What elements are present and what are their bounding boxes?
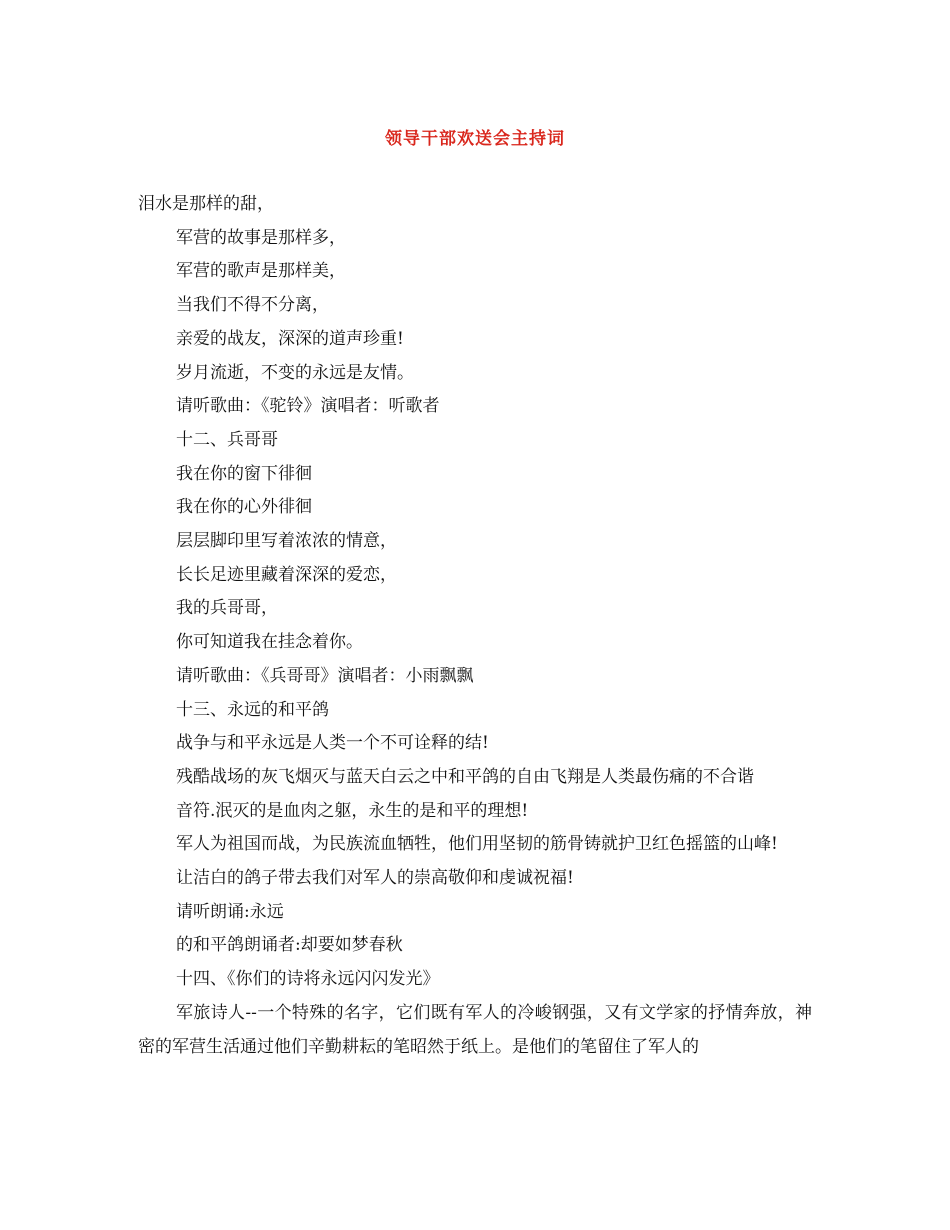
text-line: 十二、兵哥哥 — [176, 429, 278, 450]
text-line: 让洁白的鸽子带去我们对军人的崇高敬仰和虔诚祝福! — [176, 868, 574, 889]
text-line: 亲爱的战友，深深的道声珍重! — [176, 328, 404, 349]
paragraph-1: 军人为祖国而战，为民族流血牺牲，他们用坚韧的筋骨铸就护卫红色摇篮的山峰! — [176, 834, 778, 855]
text-line: 音符.泯灭的是血肉之躯，永生的是和平的理想! — [176, 800, 529, 821]
text-line: 岁月流逝，不变的永远是友情。 — [176, 362, 414, 383]
paragraph-2: 军旅诗人--一个特殊的名字，它们既有军人的冷峻钢强，又有文学家的抒情奔放，神密的军营生活通过他们辛勤耕耘的笔昭然于纸上。是他们的笔留住了军人的 — [138, 1002, 812, 1057]
text-line: 请听歌曲：《兵哥哥》演唱者：小雨飘飘 — [176, 665, 474, 686]
text-line: 请听歌曲：《驼铃》演唱者：听歌者 — [176, 396, 440, 417]
text-line: 军营的歌声是那样美， — [176, 261, 346, 282]
text-line: 长长足迹里藏着深深的爱恋， — [176, 564, 397, 585]
text-line: 军营的故事是那样多， — [176, 227, 346, 248]
text-line: 你可知道我在挂念着你。 — [176, 632, 363, 653]
text-line: 我的兵哥哥， — [176, 598, 278, 619]
text-block-1 — [138, 188, 812, 828]
text-line: 十三、永远的和平鸽 — [176, 699, 329, 720]
text-line: 十四、《你们的诗将永远闪闪发光》 — [176, 969, 440, 990]
text-line: 我在你的心外徘徊 — [176, 497, 312, 518]
text-line: 层层脚印里写着浓浓的情意， — [176, 531, 397, 552]
text-line: 泪水是那样的甜， — [138, 194, 274, 214]
document-body — [138, 188, 812, 1064]
text-line: 当我们不得不分离， — [176, 295, 329, 316]
document-title: 领导干部欢送会主持词 — [385, 129, 565, 149]
text-line: 我在你的窗下徘徊 — [176, 463, 312, 484]
text-line: 的和平鸽朗诵者:却要如梦春秋 — [176, 935, 403, 956]
text-block-2 — [138, 862, 812, 997]
text-line: 请听朗诵:永远 — [176, 901, 284, 922]
text-line: 战争与和平永远是人类一个不可诠释的结! — [176, 733, 489, 754]
text-line: 残酷战场的灰飞烟灭与蓝天白云之中和平鸽的自由飞翔是人类最伤痛的不合谐 — [176, 766, 754, 787]
